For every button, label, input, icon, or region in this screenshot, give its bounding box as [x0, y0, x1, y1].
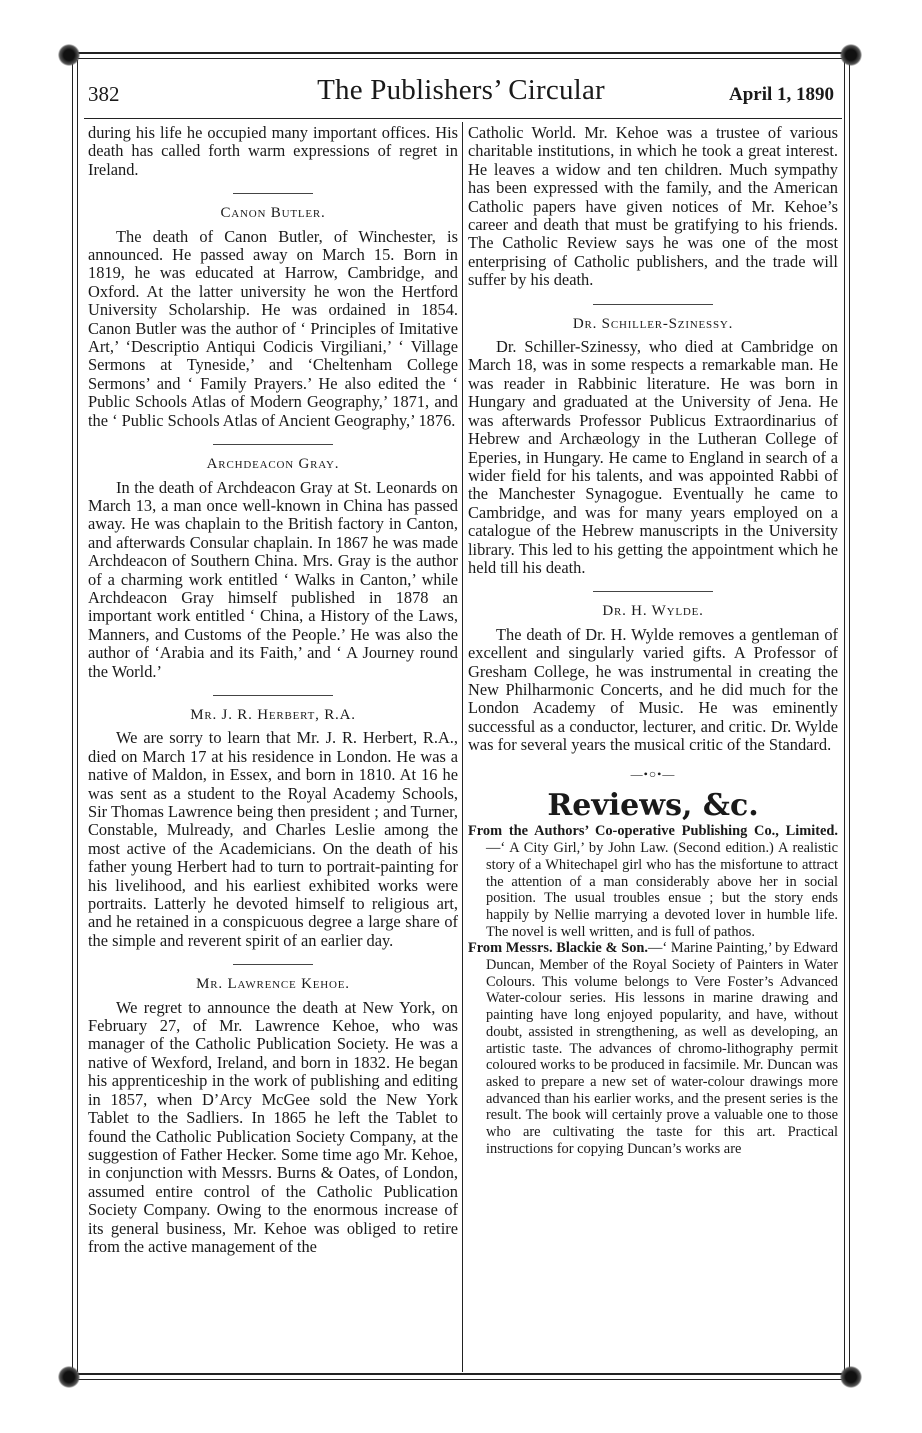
left-column — [88, 124, 458, 1256]
issue-date: April 1, 1890 — [728, 84, 834, 105]
left-border-line-inner — [77, 60, 78, 1372]
review-entry — [468, 823, 838, 940]
article-heading: Dr. Schiller-Szinessy. — [572, 315, 734, 332]
article-continuation: Catholic World. Mr. Kehoe was a trustee of various charitable institutions, in which he took a great interest. He leaves a widow and ten children. Much sympathy has been expressed with the family, and the American Catholic papers have given notices of Mr. Kehoe’s career and death that must be gratifying to his friends. The Catholic Review says he was one of the most enterprising of Catholic publishers, and the trade will suffer by his death. — [468, 123, 838, 290]
corner-ornament-icon — [840, 44, 862, 66]
review-text: —‘ A City Girl,’ by John Law. (Second edition.) A realistic story of a Whitechapel girl who has the misfortune to attract the attention of a man considerably above her in social position. The usual troubles ensue ; but the story ends happily by Nellie marrying a devoted lover in humble life. The novel is well written, and is full of pathos. — [486, 840, 838, 940]
section-separator — [593, 304, 713, 305]
article-heading: Canon Butler. — [220, 205, 326, 222]
header-rule — [84, 118, 842, 119]
section-separator — [213, 695, 333, 696]
article-heading: Mr. J. R. Herbert, R.A. — [190, 706, 356, 723]
review-text: —‘ Marine Painting,’ by Edward Duncan, Member of the Royal Society of Painters in Water Colours. This volume belongs to Vere Foster’s Advanced Water-colour series. His lessons in marine drawing and painting have long enjoyed popularity, and have, without doubt, assisted in strengthening, as well as developing, an artistic taste. The advances of chromo-lithography permit coloured works to be produced in facsimile. Mr. Duncan was asked to prepare a new set of water-colour drawings more advanced than his earlier works, and the present series is the result. The book will certainly prove a valuable one to those who are cultivating the taste for this art. Practical instructions for copying Duncan’s works are — [486, 940, 838, 1157]
reviews-heading: Reviews, &c. — [547, 788, 759, 823]
page-header — [88, 74, 834, 118]
article-body: We are sorry to learn that Mr. J. R. Herbert, R.A., died on March 17 at his residence in London. He was a native of Maldon, in Essex, and born in 1810. At 16 he was sent as a student to the Royal Academy Schools, Sir Thomas Lawrence being then president ; and Turner, Constable, Mulready, and Charles Leslie among the most active of the Academicians. On the death of his father young Herbert had to turn to portrait-painting for his livelihood, and his earliest exhibited works were portraits. Latterly he devoted himself to religious art, and he retained in a conspicuous degree a large share of the simple and reverent spirit of an earlier day. — [88, 728, 458, 950]
article-body: In the death of Archdeacon Gray at St. Leonards on March 13, a man once well-known in China has passed away. He was chaplain to the British factory in Canton, and afterwards Consular chaplain. In 1867 he was made Archdeacon of Southern China. Mrs. Gray is the author of a charming work entitled ‘ Walks in Canton,’ while Archdeacon Gray himself published in 1878 an important work entitled ‘ China, a History of the Laws, Manners, and Customs of the People.’ He was also the author of ‘Arabia and its Faith,’ and ‘ A Journey round the World.’ — [88, 477, 458, 681]
corner-ornament-icon — [840, 1366, 862, 1388]
section-separator — [233, 964, 313, 965]
article-heading: Archdeacon Gray. — [206, 456, 340, 473]
corner-ornament-icon — [58, 1366, 80, 1388]
article-heading: Mr. Lawrence Kehoe. — [196, 976, 350, 993]
left-border-line — [72, 60, 73, 1372]
review-publisher: From Messrs. Blackie & Son. — [468, 940, 649, 957]
article-body: The death of Canon Butler, of Winchester, is announced. He passed away on March 15. Born in 1819, he was educated at Harrow, Cambridge, and Oxford. At the latter university he won the Hertford University Scholarship. He was ordained in 1854. Canon Butler was the author of ‘ Principles of Imitative Art,’ ‘Descriptio Antiqui Codicis Virgiliani,’ ‘ Village Sermons at Tyneside,’ and ‘Cheltenham College Sermons’ and ‘ Family Prayers.’ He also edited the ‘ Public Schools Atlas of Modern Geography,’ 1871, and the ‘ Public Schools Atlas of Ancient Geography,’ 1876. — [88, 226, 458, 430]
right-border-line — [849, 60, 850, 1372]
article-body: Dr. Schiller-Szinessy, who died at Cambridge on March 18, was in some respects a remarkable man. He was reader in Rabbinic literature. He was born in Hungary and graduated at the University of Jena. He was afterwards Professor Publicus Extraordinarius of Hebrew and Archæology in the Lutheran College of Eperies, in Hungary. He came to England in search of a wider field for his talents, and was appointed Rabbi of the Manchester Synagogue. Eventually he came to Cambridge, and was for many years employed on a catalogue of the Hebrew manuscripts in the University library. This led to his getting the appointment which he held till his death. — [468, 337, 838, 577]
corner-ornament-icon — [58, 44, 80, 66]
bottom-border-rule — [62, 1373, 860, 1375]
section-separator — [233, 193, 313, 194]
right-border-line-inner — [844, 60, 845, 1372]
top-border-rule-inner — [62, 58, 860, 59]
section-separator — [213, 444, 333, 445]
ornamental-separator: —•○•— — [630, 766, 676, 781]
column-divider — [462, 122, 463, 1372]
article-body: The death of Dr. H. Wylde removes a gentleman of excellent and singularly varied gifts. A Professor of Gresham College, he was instrumental in creating the New Philharmonic Concerts, and he did much for the London Academy of Music. He was eminently successful as a conductor, lecturer, and critic. Dr. Wylde was for several years the musical critic of the Standard. — [468, 624, 838, 755]
article-continuation: during his life he occupied many important offices. His death has called forth warm expressions of regret in Ireland. — [88, 123, 458, 179]
review-publisher: From the Authors’ Co-operative Publishing Co., Limited. — [468, 823, 838, 840]
section-separator — [593, 591, 713, 592]
bottom-border-rule-inner — [62, 1379, 860, 1380]
article-heading: Dr. H. Wylde. — [602, 603, 704, 620]
page-number: 382 — [88, 82, 120, 106]
publication-title: The Publishers’ Circular — [317, 74, 605, 106]
right-column — [468, 124, 838, 1157]
article-body: We regret to announce the death at New York, on February 27, of Mr. Lawrence Kehoe, who was manager of the Catholic Publication Society. He was a native of Wexford, Ireland, and born in 1832. He began his apprenticeship in the work of publishing and editing in 1857, when D’Arcy McGee sold the New York Tablet to the Sadliers. In 1865 he left the Tablet to found the Catholic Publication Society Company, at the suggestion of Father Hecker. Some time ago Mr. Kehoe, in conjunction with Messrs. Burns & Oates, of London, assumed entire control of the Catholic Publication Society Company. Owing to the enormous increase of its general business, Mr. Kehoe was obliged to retire from the active management of the — [88, 997, 458, 1256]
top-border-rule — [62, 52, 860, 54]
review-entry — [468, 940, 838, 1157]
